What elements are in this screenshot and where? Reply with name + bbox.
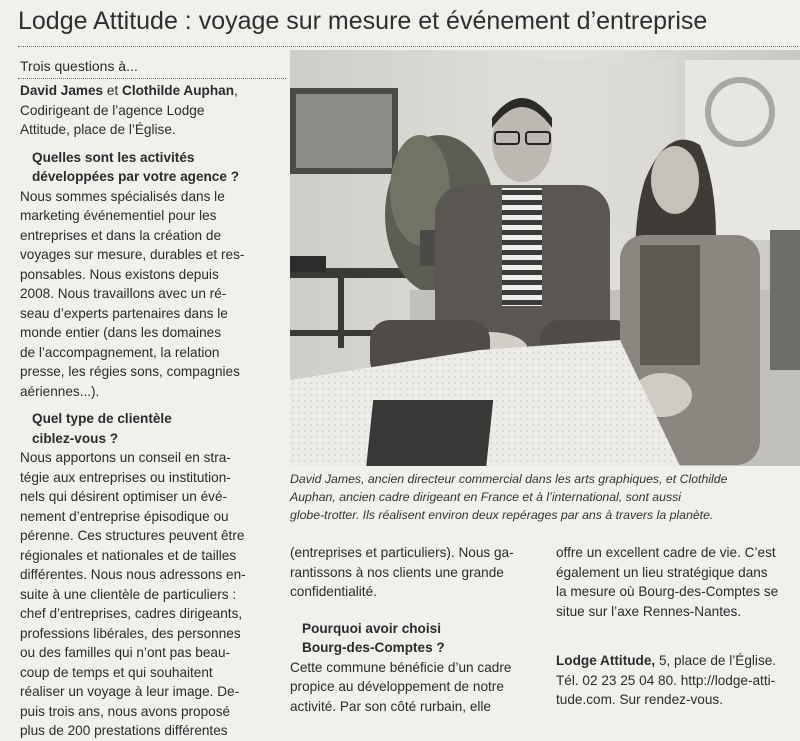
- answer-line: (entreprises et particuliers). Nous ga-: [290, 545, 514, 560]
- intro-role-1: Codirigeant de l’agence Lodge: [20, 102, 205, 118]
- article-headline: Lodge Attitude : voyage sur mesure et événement d’entreprise: [18, 7, 708, 35]
- headline-rule: [18, 46, 798, 47]
- answer-line: seau d’experts partenaires dans le: [20, 305, 228, 321]
- answer-line: rantissons à nos clients une grande: [290, 564, 504, 580]
- answer-line: activité. Par son côté rurbain, elle: [290, 698, 491, 714]
- article-photo: [290, 50, 800, 466]
- article-kicker: Trois questions à...: [20, 58, 138, 74]
- answer-clientele-continued: [290, 543, 530, 602]
- contact-address: 5, place de l’Église.: [655, 653, 777, 668]
- answer-line: ponsables. Nous existons depuis: [20, 266, 219, 282]
- answer-line: de l’accompagnement, la relation: [20, 344, 220, 360]
- caption-line: Auphan, ancien cadre dirigeant en France et à l’international, sont aussi: [290, 490, 682, 504]
- answer-clientele: [20, 448, 274, 741]
- answer-line: puis trois ans, nous avons proposé: [20, 703, 231, 719]
- left-column: [20, 81, 274, 741]
- answer-line: chef d’entreprises, cadres dirigeants,: [20, 606, 243, 621]
- contact-name: Lodge Attitude,: [556, 653, 656, 668]
- answer-line: suite à une clientèle de particuliers :: [20, 586, 237, 602]
- answer-line: offre un excellent cadre de vie. C’est: [556, 545, 776, 560]
- answer-line: 2008. Nous travaillons avec un ré-: [20, 286, 227, 301]
- contact-url-end: tude.com. Sur rendez-vous.: [556, 692, 723, 707]
- answer-line: coup de temps et qui souhaitent: [20, 664, 213, 680]
- intro-name-clothilde: Clothilde Auphan: [122, 83, 235, 98]
- answer-line: Nous apportons un conseil en stra-: [20, 450, 231, 465]
- answer-line: ou des familles qui n’ont pas beau-: [20, 645, 231, 660]
- answer-line: marketing événementiel pour les: [20, 208, 217, 223]
- intro: David James et Clothilde Auphan, Codirigeant de l’agence Lodge Attitude, place de l’Église.: [20, 83, 238, 137]
- middle-column: [290, 543, 530, 716]
- answer-line: plus de 200 prestations différentes: [20, 723, 228, 738]
- answer-line: professions libérales, des personnes: [20, 625, 241, 641]
- intro-role-2: Attitude, place de l’Église.: [20, 122, 176, 137]
- contact-block: [556, 651, 800, 710]
- answer-line: confidentialité.: [290, 584, 377, 599]
- photo-caption: [290, 470, 800, 524]
- answer-line: Nous sommes spécialisés dans le: [20, 188, 225, 204]
- answer-line: entreprises et dans la création de: [20, 227, 222, 243]
- caption-line: David James, ancien directeur commercial dans les arts graphiques, et Clothilde: [290, 472, 728, 486]
- kicker-rule: [18, 78, 286, 79]
- question-location: Pourquoi avoir choisi Bourg-des-Comptes ?: [302, 620, 445, 655]
- intro-name-david: David James: [20, 83, 104, 98]
- answer-line: nels qui désirent optimiser un évé-: [20, 489, 228, 504]
- answer-line: la mesure où Bourg-des-Comptes se: [556, 584, 779, 599]
- answer-line: tégie aux entreprises ou institution-: [20, 469, 231, 485]
- answer-line: monde entier (dans les domaines: [20, 325, 221, 340]
- caption-line: globe-trotter. Ils réalisent environ deux repérages par ans à travers la planète.: [290, 508, 714, 522]
- answer-line: nement d’entreprise épisodique ou: [20, 508, 229, 524]
- answer-line: régionales et nationales et de tailles: [20, 547, 237, 563]
- contact-phone-url: Tél. 02 23 25 04 80. http://lodge-atti-: [556, 672, 776, 688]
- answer-location: [290, 658, 530, 717]
- answer-line: situe sur l’axe Rennes-Nantes.: [556, 603, 742, 619]
- answer-location-continued: [556, 543, 800, 621]
- question-activities: Quelles sont les activités développées par votre agence ?: [32, 149, 240, 184]
- answer-line: propice au développement de notre: [290, 679, 504, 694]
- intro-et: et: [103, 83, 123, 98]
- answer-line: réaliser un voyage à leur image. De-: [20, 684, 240, 699]
- answer-line: également un lieu stratégique dans: [556, 564, 768, 580]
- answer-activities: [20, 187, 274, 402]
- question-clientele: Quel type de clientèle ciblez-vous ?: [32, 411, 172, 446]
- answer-line: Cette commune bénéficie d’un cadre: [290, 659, 512, 675]
- answer-line: pérenne. Ces structures peuvent être: [20, 528, 245, 543]
- photo-illustration: [290, 50, 800, 466]
- right-column: [556, 543, 800, 710]
- answer-line: voyages sur mesure, durables et res-: [20, 247, 245, 262]
- answer-line: aériennes...).: [20, 383, 100, 399]
- answer-line: presse, les régies sons, compagnies: [20, 364, 240, 379]
- answer-line: différentes. Nous nous adressons en-: [20, 567, 246, 582]
